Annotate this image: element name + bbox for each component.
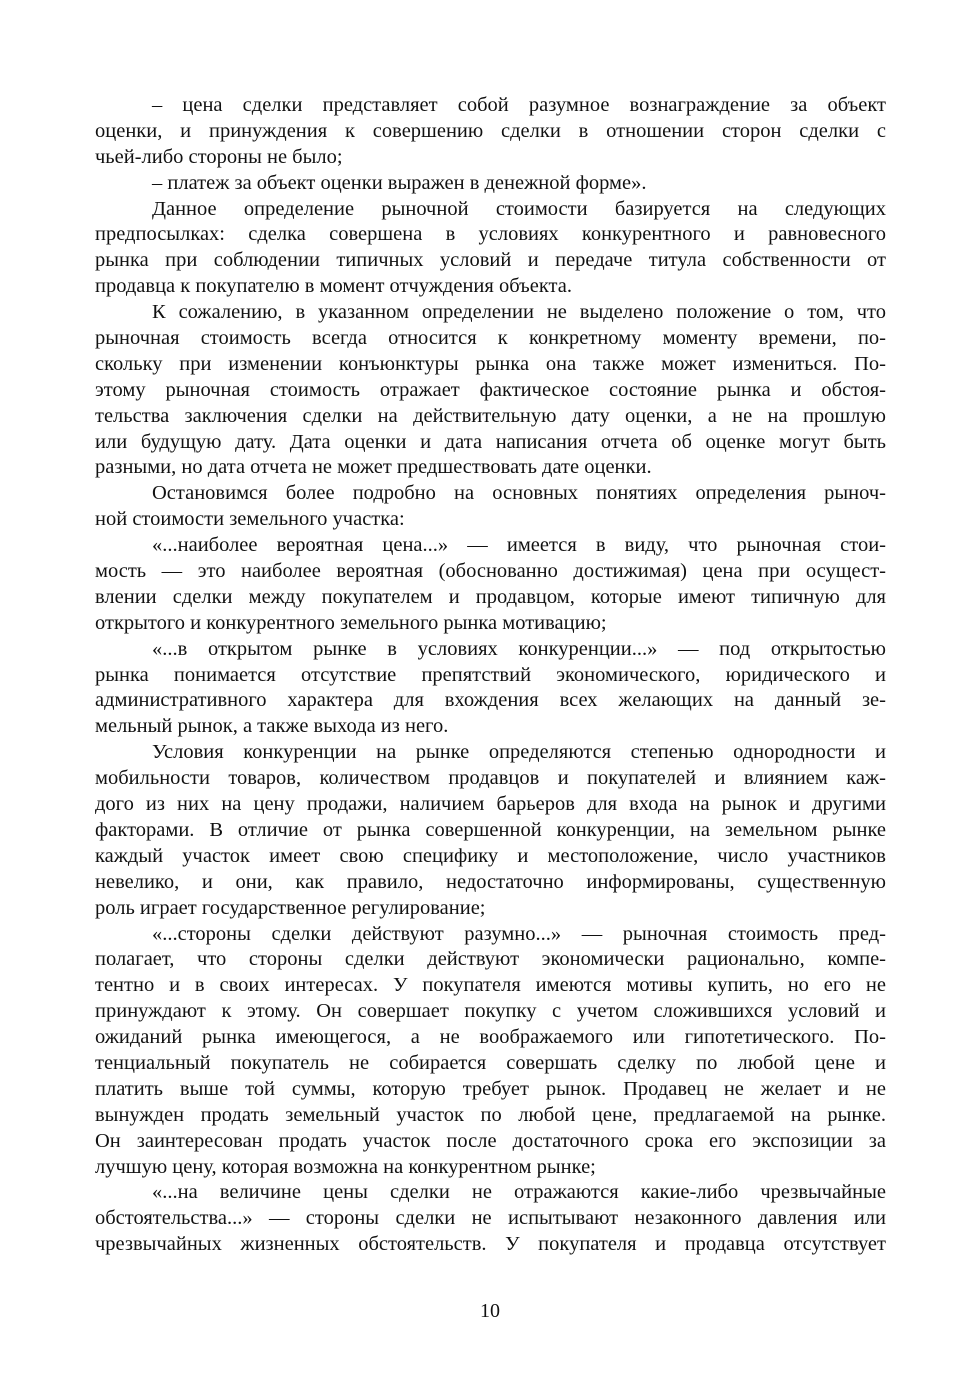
text-line: – платеж за объект оценки выражен в денежной форме». [152, 171, 647, 194]
text-line: тенциальный покупатель не собирается совершать сделку по любой цене и [95, 1051, 886, 1074]
text-line: платить выше той суммы, которую требует рынок. Продавец не желает и не [95, 1077, 886, 1100]
text-line: оценки, и принуждения к совершению сделки в отношении сторон сделки с [95, 119, 886, 142]
text-line: принуждают к этому. Он совершает покупку с учетом сложившихся условий и [95, 1000, 886, 1023]
text-line: роль играет государственное регулирование; [95, 896, 486, 919]
paragraph [95, 1180, 886, 1258]
text-line: Он заинтересован продать участок после достаточного срока его экспозиции за [95, 1129, 886, 1152]
text-line: тентно и в своих интересах. У покупателя имеются мотивы купить, но его не [95, 974, 886, 997]
paragraph [95, 637, 886, 741]
text-line: обстоятельства...» — стороны сделки не испытывают незаконного давления или [95, 1207, 886, 1230]
text-line: чьей-либо стороны не было; [95, 145, 343, 168]
text-line: ной стоимости земельного участка: [95, 508, 405, 531]
text-line: К сожалению, в указанном определении не выделено положение о том, что [152, 301, 886, 324]
paragraph [95, 93, 886, 171]
text-line: открытого и конкурентного земельного рынка мотивацию; [95, 611, 607, 634]
paragraph [95, 300, 886, 481]
text-line: влении сделки между покупателем и продавцом, которые имеют типичную для [95, 585, 886, 608]
text-line: Остановимся более подробно на основных понятиях определения рыноч- [152, 482, 886, 505]
paragraph [95, 533, 886, 637]
text-line: полагает, что стороны сделки действуют экономически рационально, компе- [95, 948, 886, 971]
text-line: вынужден продать земельный участок по любой цене, предлагаемой на рынке. [95, 1103, 886, 1126]
text-line: рынка понимается отсутствие препятствий экономического, юридического и [95, 663, 886, 686]
page-number: 10 [480, 1300, 500, 1322]
text-line: чрезвычайных жизненных обстоятельств. У покупателя и продавца отсутствует [95, 1233, 886, 1256]
text-line: тельства заключения сделки на действительную дату оценки, а не на прошлую [95, 404, 886, 427]
text-line: продавца к покупателю в момент отчуждения объекта. [95, 275, 572, 298]
text-line: лучшую цену, которая возможна на конкурентном рынке; [95, 1155, 596, 1178]
paragraph [95, 197, 886, 301]
paragraph [95, 481, 886, 533]
text-line: административного характера для вхождения всех желающих на данный зе- [95, 689, 886, 712]
text-line: невелико, и они, как правило, недостаточно информированы, существенную [95, 870, 886, 893]
text-line: каждый участок имеет свою специфику и местоположение, число участников [95, 844, 886, 867]
text-line: мобильности товаров, количеством продавцов и покупателей и влиянием каж- [95, 767, 886, 790]
text-line: Условия конкуренции на рынке определяются степенью однородности и [152, 741, 886, 764]
paragraph [95, 740, 886, 921]
text-line: – цена сделки представляет собой разумное вознаграждение за объект [152, 94, 886, 116]
paragraph [95, 922, 886, 1181]
text-line: «...в открытом рынке в условиях конкуренции...» — под открытостью [152, 637, 886, 660]
page-body [95, 93, 886, 1258]
text-line: мельный рынок, а также выхода из него. [95, 715, 449, 738]
text-line: разными, но дата отчета не может предшествовать дате оценки. [95, 456, 652, 479]
paragraph [95, 171, 886, 197]
text-line: дого из них на цену продажи, наличием барьеров для входа на рынок и другими [95, 793, 886, 816]
text-line: мость — это наиболее вероятная (обоснованно достижимая) цена при осущест- [95, 560, 886, 583]
text-line: скольку при изменении конъюнктуры рынка она также может измениться. По- [95, 352, 886, 375]
text-line: рыночная стоимость всегда относится к конкретному моменту времени, по- [95, 327, 886, 350]
text-line: «...на величине цены сделки не отражаются какие-либо чрезвычайные [152, 1181, 886, 1204]
text-line: факторами. В отличие от рынка совершенной конкуренции, на земельном рынке [95, 818, 886, 841]
text-line: этому рыночная стоимость отражает фактическое состояние рынка и обстоя- [95, 378, 886, 401]
text-line: ожиданий рынка имеющегося, а не воображаемого или гипотетического. По- [95, 1026, 886, 1049]
text-line: или будущую дату. Дата оценки и дата написания отчета об оценке могут быть [95, 430, 886, 453]
text-line: «...стороны сделки действуют разумно...» — рыночная стоимость пред- [152, 922, 886, 945]
text-line: предпосылках: сделка совершена в условиях конкурентного и равновесного [95, 223, 886, 246]
text-line: «...наиболее вероятная цена...» — имеется в виду, что рыночная стои- [152, 534, 886, 557]
text-line: Данное определение рыночной стоимости базируется на следующих [152, 197, 886, 220]
text-line: рынка при соблюдении типичных условий и передаче титула собственности от [95, 249, 886, 272]
